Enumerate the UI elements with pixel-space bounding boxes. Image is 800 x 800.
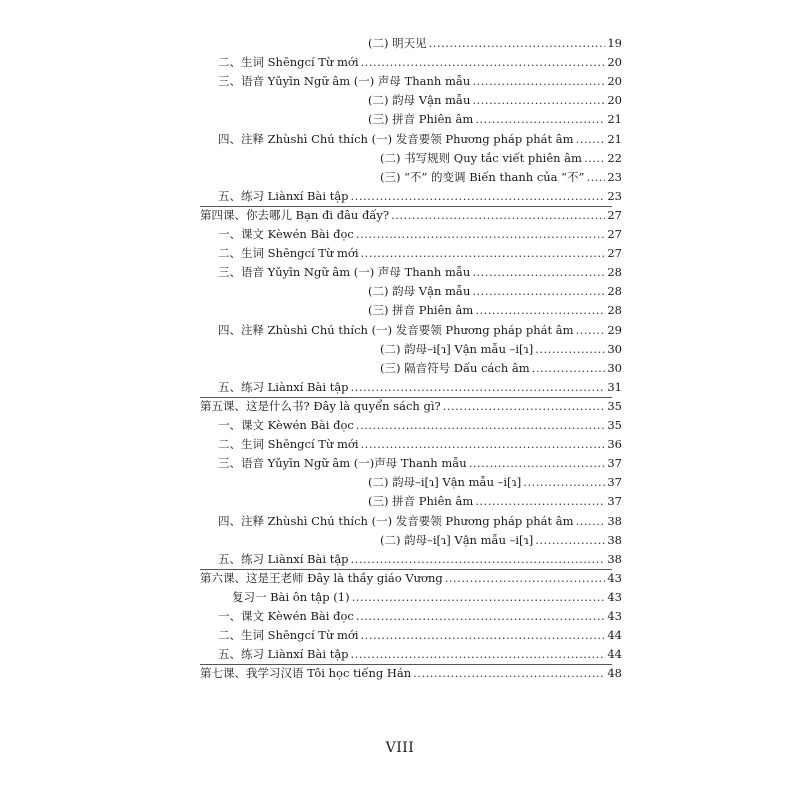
toc-entry-page-number: 37 (607, 494, 622, 508)
dot-leader (361, 244, 606, 262)
toc-entry-label: (三) 拼音 Phiên âm (368, 494, 474, 508)
toc-entry-label: 三、语音 Yǔyīn Ngữ âm (一) 声母 Thanh mẫu (218, 265, 471, 279)
dot-leader (472, 72, 605, 90)
dot-leader (361, 435, 606, 453)
toc-entry-l5b-text[interactable] (218, 416, 622, 434)
toc-entry-page-number: 27 (607, 227, 622, 241)
toc-entry-page-number: 35 (607, 418, 622, 432)
toc-entry-label: 第七课、我学习汉语 Tôi học tiếng Hán (200, 666, 412, 680)
toc-entry-l4-vocab[interactable] (218, 244, 622, 262)
toc-entry-page-number: 23 (607, 189, 622, 203)
toc-entry-page-number: 36 (607, 437, 622, 451)
toc-entry-l5b-ex[interactable] (218, 550, 622, 568)
toc-entry-label: (二) 明天见 (368, 36, 427, 50)
toc-entry-page-number: 23 (607, 170, 622, 184)
toc-entry-label: 一、课文 Kèwén Bài đọc (218, 227, 354, 241)
toc-entry-l5[interactable] (200, 397, 622, 415)
toc-entry-page-number: 35 (607, 399, 622, 413)
dot-leader (576, 130, 606, 148)
dot-leader (361, 626, 606, 644)
toc-entry-label: 五、练习 Liànxí Bài tập (218, 380, 349, 394)
toc-entry-l5-phon-3[interactable] (368, 110, 622, 128)
dot-leader (352, 588, 606, 606)
toc-entry-l4-phon-1[interactable] (218, 263, 622, 281)
dot-leader (472, 263, 605, 281)
dot-leader (356, 416, 606, 434)
dot-leader (351, 187, 606, 205)
page-number-folio: VIII (385, 740, 415, 756)
toc-entry-page-number: 21 (607, 112, 622, 126)
toc-entry-page-number: 28 (607, 284, 622, 298)
toc-entry-label: 二、生词 Shēngcí Từ mới (218, 437, 359, 451)
toc-entry-label: (三) 隔音符号 Dấu cách âm (380, 361, 530, 375)
dot-leader (356, 225, 606, 243)
dot-leader (584, 149, 605, 167)
toc-entry-page-number: 22 (607, 151, 622, 165)
toc-entry-page-number: 44 (607, 647, 622, 661)
toc-entry-l6[interactable] (200, 569, 622, 587)
toc-entry-page-number: 20 (607, 74, 622, 88)
toc-entry-label: 二、生词 Shēngcí Từ mới (218, 246, 359, 260)
toc-entry-label: 四、注释 Zhùshì Chú thích (一) 发音要领 Phương pháp phát âm (218, 514, 574, 528)
toc-entry-page-number: 37 (607, 456, 622, 470)
toc-entry-page-number: 48 (607, 666, 622, 680)
toc-entry-page-number: 38 (607, 552, 622, 566)
toc-entry-page-number: 20 (607, 55, 622, 69)
dot-leader (469, 454, 606, 472)
toc-entry-label: 二、生词 Shēngcí Từ mới (218, 55, 359, 69)
toc-entry-page-number: 44 (607, 628, 622, 642)
toc-entry-l7[interactable] (200, 664, 622, 682)
toc-entry-label: (二) 书写规则 Quy tắc viết phiên âm (380, 151, 582, 165)
dot-leader (445, 569, 606, 587)
toc-entry-page-number: 27 (607, 246, 622, 260)
toc-entry-label: 三、语音 Yǔyīn Ngữ âm (一)声母 Thanh mẫu (218, 456, 467, 470)
toc-entry-l5-phon-2[interactable] (368, 91, 622, 109)
dot-leader (413, 664, 605, 682)
toc-entry-l5b-notes-2[interactable] (380, 531, 622, 549)
dot-leader (361, 53, 606, 71)
toc-entry-label: 第六课、这是王老师 Đây là thầy giáo Vương (200, 571, 443, 585)
toc-entry-l5-phon-1[interactable] (218, 72, 622, 90)
toc-entry-label: (三) 拼音 Phiên âm (368, 112, 474, 126)
toc-entry-label: 三、语音 Yǔyīn Ngữ âm (一) 声母 Thanh mẫu (218, 74, 471, 88)
dot-leader (391, 206, 605, 224)
toc-entry-label: 一、课文 Kèwén Bài đọc (218, 418, 354, 432)
dot-leader (351, 550, 606, 568)
dot-leader (475, 110, 605, 128)
toc-entry-label: (三) 拼音 Phiên âm (368, 303, 474, 317)
dot-leader (429, 34, 606, 52)
dot-leader (535, 531, 605, 549)
toc-entry-page-number: 29 (607, 323, 622, 337)
toc-entry-page-number: 19 (607, 36, 622, 50)
toc-entry-label: 五、练习 Liànxí Bài tập (218, 552, 349, 566)
dot-leader (576, 512, 606, 530)
toc-entry-page-number: 28 (607, 265, 622, 279)
dot-leader (351, 645, 606, 663)
toc-entry-l5b-vocab[interactable] (218, 435, 622, 453)
toc-entry-l5b-phon-2[interactable] (368, 473, 622, 491)
toc-entry-l4-notes-3[interactable] (380, 359, 622, 377)
dot-leader (443, 397, 606, 415)
toc-entry-page-number: 31 (607, 380, 622, 394)
toc-entry-page-number: 30 (607, 342, 622, 356)
toc-entry-label: 四、注释 Zhùshì Chú thích (一) 发音要领 Phương pháp phát âm (218, 132, 574, 146)
toc-entry-page-number: 37 (607, 475, 622, 489)
toc-entry-l5b-phon-1[interactable] (218, 454, 622, 472)
toc-entry-label: 一、课文 Kèwén Bài đọc (218, 609, 354, 623)
toc-entry-label: (三) “不” 的变调 Biến thanh của “不” (380, 170, 585, 184)
toc-entry-label: (二) 韵母–i[ɿ] Vận mẫu –i[ɿ] (380, 342, 534, 356)
toc-entry-l4-notes-2[interactable] (380, 340, 622, 358)
toc-entry-l5-notes-2[interactable] (380, 149, 622, 167)
toc-entry-l6-ex[interactable] (218, 645, 622, 663)
toc-entry-page-number: 27 (607, 208, 622, 222)
toc-entry-page-number: 38 (607, 533, 622, 547)
toc-entry-label: 第四课、你去哪儿 Bạn đi đâu đấy? (200, 208, 390, 222)
toc-entry-page-number: 43 (607, 609, 622, 623)
toc-entry-l5-notes-3[interactable] (380, 168, 622, 186)
toc-entry-l4[interactable] (200, 206, 622, 224)
toc-entry-l5-text-2[interactable] (368, 34, 622, 52)
toc-entry-l5-vocab[interactable] (218, 53, 622, 71)
toc-entry-l6-review[interactable] (232, 588, 622, 606)
toc-entry-page-number: 30 (607, 361, 622, 375)
dot-leader (586, 168, 605, 186)
toc-entry-label: (二) 韵母–i[ɿ] Vận mẫu –i[ɿ] (380, 533, 534, 547)
toc-entry-l5b-phon-3[interactable] (368, 492, 622, 510)
toc-entry-l5-notes-1[interactable] (218, 130, 622, 148)
toc-entry-label: (二) 韵母 Vận mẫu (368, 93, 471, 107)
toc-entry-l6-text[interactable] (218, 607, 622, 625)
dot-leader (523, 473, 605, 491)
toc-entry-page-number: 21 (607, 132, 622, 146)
dot-leader (535, 340, 605, 358)
toc-entry-label: 二、生词 Shēngcí Từ mới (218, 628, 359, 642)
dot-leader (472, 91, 605, 109)
toc-entry-page-number: 20 (607, 93, 622, 107)
toc-entry-label: (二) 韵母–i[ɿ] Vận mẫu –i[ɿ] (368, 475, 522, 489)
toc-entry-l4-phon-3[interactable] (368, 301, 622, 319)
toc-entry-label: 第五课、这是什么书? Đây là quyển sách gì? (200, 399, 441, 413)
toc-entry-label: 四、注释 Zhùshì Chú thích (一) 发音要领 Phương pháp phát âm (218, 323, 574, 337)
toc-entry-page-number: 38 (607, 514, 622, 528)
toc-entry-l6-vocab[interactable] (218, 626, 622, 644)
dot-leader (475, 301, 605, 319)
toc-entry-page-number: 28 (607, 303, 622, 317)
dot-leader (532, 359, 606, 377)
dot-leader (472, 282, 605, 300)
toc-entry-l4-phon-2[interactable] (368, 282, 622, 300)
toc-entry-l5b-notes-1[interactable] (218, 512, 622, 530)
toc-entry-l4-text[interactable] (218, 225, 622, 243)
toc-entry-page-number: 43 (607, 571, 622, 585)
toc-entry-l5-ex[interactable] (218, 187, 622, 205)
dot-leader (475, 492, 605, 510)
toc-entry-label: 复习一 Bài ôn tập (1) (232, 590, 350, 604)
dot-leader (351, 378, 606, 396)
toc-entry-label: 五、练习 Liànxí Bài tập (218, 189, 349, 203)
toc-entry-l4-ex[interactable] (218, 378, 622, 396)
dot-leader (576, 321, 606, 339)
toc-entry-label: 五、练习 Liànxí Bài tập (218, 647, 349, 661)
toc-entry-label: (二) 韵母 Vận mẫu (368, 284, 471, 298)
dot-leader (356, 607, 606, 625)
toc-entry-l4-notes-1[interactable] (218, 321, 622, 339)
toc-entry-page-number: 43 (607, 590, 622, 604)
